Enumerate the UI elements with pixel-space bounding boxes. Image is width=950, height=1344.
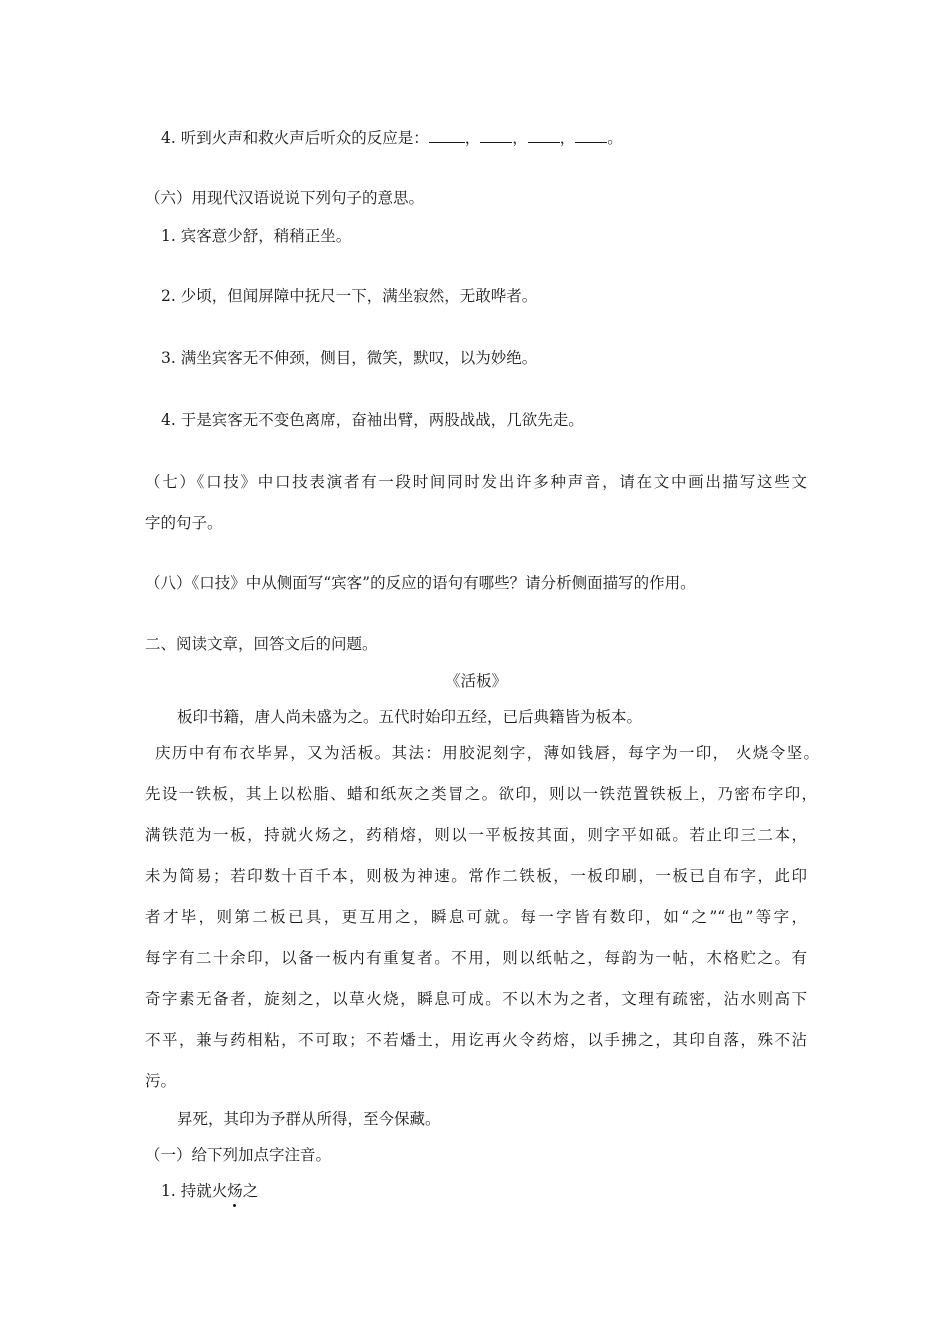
line-end: 。	[607, 129, 623, 147]
answer-blank-3[interactable]	[528, 128, 560, 143]
article-line: 未为简易；若印数十百千本，则极为神速。常作二铁板，一板印刷，一板已自布字，此印	[145, 867, 807, 885]
part-2-heading: 二、阅读文章，回答文后的问题。	[145, 635, 378, 653]
answer-blank-1[interactable]	[429, 128, 465, 143]
section-6-heading: （六）用现代汉语说说下列句子的意思。	[145, 189, 425, 207]
separator: ，	[559, 129, 576, 147]
section-6-item-3: 3. 满坐宾客无不伸颈，侧目，微笑，默叹，以为妙绝。	[161, 349, 538, 367]
subquestion-1-heading: （一）给下列加点字注音。	[145, 1146, 332, 1164]
article-paragraph-1: 板印书籍，唐人尚未盛为之。五代时始印五经，已后典籍皆为板本。	[177, 708, 643, 726]
section-8-question: （八）《口技》中从侧面写“宾客”的反应的语句有哪些？请分析侧面描写的作用。	[145, 574, 696, 592]
section-7-line-1: （七）《口技》中口技表演者有一段时间同时发出许多种声音，请在文中画出描写这些文	[145, 473, 807, 491]
item-prefix: 1. 持就火	[161, 1182, 228, 1200]
article-line: 每字有二十余印，以备一板内有重复者。不用，则以纸帖之，每韵为一帖，木格贮之。有	[145, 949, 807, 967]
subquestion-1-item-1	[161, 1181, 258, 1201]
article-line: 者才毕，则第二板已具，更互用之，瞬息可就。每一字皆有数印，如“之”“也”等字，	[145, 908, 807, 926]
section-6-item-1: 1. 宾客意少舒，稍稍正坐。	[161, 227, 352, 245]
article-line: 污。	[145, 1072, 177, 1090]
dotted-character: 炀	[227, 1182, 243, 1200]
separator: ，	[464, 129, 481, 147]
article-line: 先设一铁板，其上以松脂、蜡和纸灰之类冒之。欲印，则以一铁范置铁板上，乃密布字印，	[145, 785, 817, 803]
section-6-item-4: 4. 于是宾客无不变色离席，奋袖出臂，两股战战，几欲先走。	[161, 411, 584, 429]
separator: ，	[512, 129, 528, 147]
question-4-text: 4. 听到火声和救火声后听众的反应是：	[161, 129, 429, 147]
question-4-line	[161, 128, 623, 148]
section-6-item-2: 2. 少顷，但闻屏障中抚尺一下，满坐寂然，无敢哗者。	[161, 287, 538, 305]
article-paragraph-3: 昇死，其印为予群从所得，至今保藏。	[177, 1110, 441, 1128]
article-line: 奇字素无备者，旋刻之，以草火烧，瞬息可成。不以木为之者，文理有疏密，沾水则高下	[145, 990, 807, 1008]
item-suffix: 之	[242, 1182, 259, 1200]
article-line: 满铁范为一板，持就火炀之，药稍熔，则以一平板按其面，则字平如砥。若止印三二本，	[145, 826, 807, 844]
section-7-line-2: 字的句子。	[145, 514, 223, 532]
article-title: 《活板》	[444, 672, 507, 690]
answer-blank-4[interactable]	[575, 128, 607, 143]
article-line: 不平，兼与药相粘，不可取；不若燔土，用讫再火令药熔，以手拂之，其印自落，殊不沾	[145, 1031, 807, 1049]
article-line: 庆历中有布衣毕昇，又为活板。其法：用胶泥刻字，薄如钱唇，每字为一印， 火烧令坚。	[155, 744, 819, 762]
answer-blank-2[interactable]	[480, 128, 512, 143]
